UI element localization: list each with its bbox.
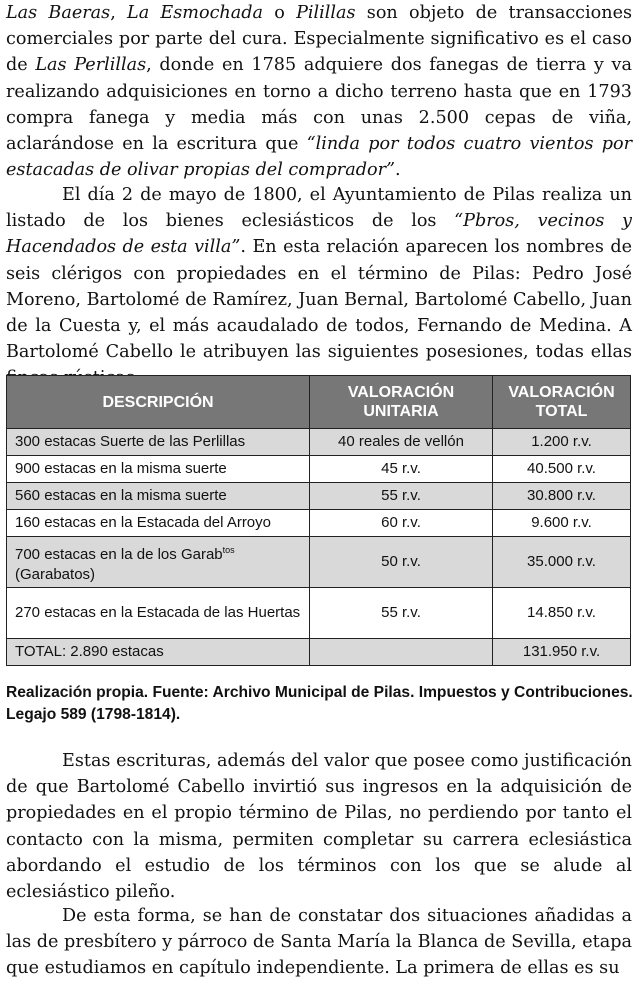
cell-total: 40.500 r.v. [493,456,631,483]
header-valoracion-total: VALORACIÓN TOTAL [493,376,631,429]
table-row [7,588,631,639]
cell-descripcion: 560 estacas en la misma suerte [7,483,310,510]
place-name: Pilillas [296,3,356,23]
cell-descripcion-main: 700 estacas en la de los Garab [15,545,223,563]
cell-unitaria: 50 r.v. [310,537,493,588]
table-row [7,456,631,483]
paragraph-text: El día 2 de mayo de 1800, el Ayuntamiento de Pilas realiza un listado de los bienes eclesiásticos de los [6,185,632,232]
paragraph-deeds: Estas escrituras, además del valor que posee como justificación de que Bartolomé Cabello invirtió sus ingresos en la adquisición de propiedades en el propio término de Pilas, no perdiendo por tanto el contacto con la misma, permiten completar su carrera eclesiástica abordando el estudio de los términos con los que se alude al eclesiástico pileño. [6,751,632,903]
table-row [7,429,631,456]
header-valoracion-unitaria: VALORACIÓN UNITARIA [310,376,493,429]
cell-descripcion-note: (Garabatos) [15,565,96,583]
paragraph-text: . [394,160,401,181]
paragraph-text: . En esta relación aparecen los nombres de seis clérigos con propiedades en el término de Pilas: Pedro José Moreno, Bartolomé de Ramírez, Juan Bernal, Bartolomé Cabello, Juan de la Cuesta y, el más acaudalado de todos, Fernando de Medina. A Bartolomé Cabello le atribuyen las siguientes posesiones, todas ellas [6,237,632,363]
cell-total-unitaria [310,639,493,666]
place-name: La Esmochada [127,3,264,23]
cell-unitaria: 60 r.v. [310,510,493,537]
cell-unitaria: 40 reales de vellón [310,429,493,456]
cell-total: 30.800 r.v. [493,483,631,510]
table-total-row [7,639,631,666]
listing-quote: “Pbros, vecinos y Hacendados de esta villa” [6,211,632,258]
table-header-row [7,376,631,429]
paragraph-situations: De esta forma, se han de constatar dos situaciones añadidas a las de presbítero y párroco de Santa María la Blanca de Sevilla, etapa que estudiamos en capítulo independiente. La primera de ellas es su [6,906,632,979]
cell-descripcion: 300 estacas Suerte de las Perlillas [7,429,310,456]
paragraph-text: o [263,3,297,23]
cell-unitaria: 55 r.v. [310,483,493,510]
deed-quote: “linda por todos cuatro vientos por estacadas de olivar propias del comprador” [6,134,632,181]
paragraph-listing-1800 [6,182,632,392]
cell-total: 1.200 r.v. [493,429,631,456]
cell-total-descripcion: TOTAL: 2.890 estacas [7,639,310,666]
cell-unitaria: 45 r.v. [310,456,493,483]
abbreviation-superscript: tos [222,544,235,555]
table-row [7,510,631,537]
header-descripcion: DESCRIPCIÓN [7,376,310,429]
cell-grand-total: 131.950 r.v. [493,639,631,666]
cell-descripcion: 160 estacas en la Estacada del Arroyo [7,510,310,537]
table-row [7,483,631,510]
paragraph-text: son objeto de transacciones comerciales por parte del cura. Especialmente significativo es el caso de [6,3,633,76]
paragraph-text: , donde en 1785 adquiere dos fanegas de tierra y va realizando adquisiciones en torno a dicho terreno hasta que en 1793 compra fanega y media más con unas 2.500 cepas de viña, aclarándose en la escritura que [6,55,632,155]
place-name: Las Baeras [6,3,111,23]
cell-unitaria: 55 r.v. [310,588,493,639]
properties-table [6,375,631,666]
cell-descripcion: 900 estacas en la misma suerte [7,456,310,483]
cell-descripcion: 270 estacas en la Estacada de las Huertas [7,588,310,639]
cell-total: 35.000 r.v. [493,537,631,588]
cell-total: 14.850 r.v. [493,588,631,639]
cell-descripcion [7,537,310,588]
place-name: Las Perlillas [35,55,147,76]
table-caption: Realización propia. Fuente: Archivo Municipal de Pilas. Impuestos y Contribuciones. Legajo 589 (1798-1814). [6,684,633,723]
table-row [7,537,631,588]
paragraph-transactions: Las Baeras, La Esmochada o Pilillas son objeto de transacciones comerciales por parte del cura. Especialmente significativo es el caso de Las Perlillas, donde en 1785 adquiere dos fanegas de tierra y va realizando adquisiciones en torno a dicho terreno hasta que en 1793 compra fanega y media más con unas 2.500 cepas de viña, aclarándose en la escritura que “linda por todos cuatro vientos por estacadas de olivar propias del comprador”. [6,3,633,181]
cell-total: 9.600 r.v. [493,510,631,537]
